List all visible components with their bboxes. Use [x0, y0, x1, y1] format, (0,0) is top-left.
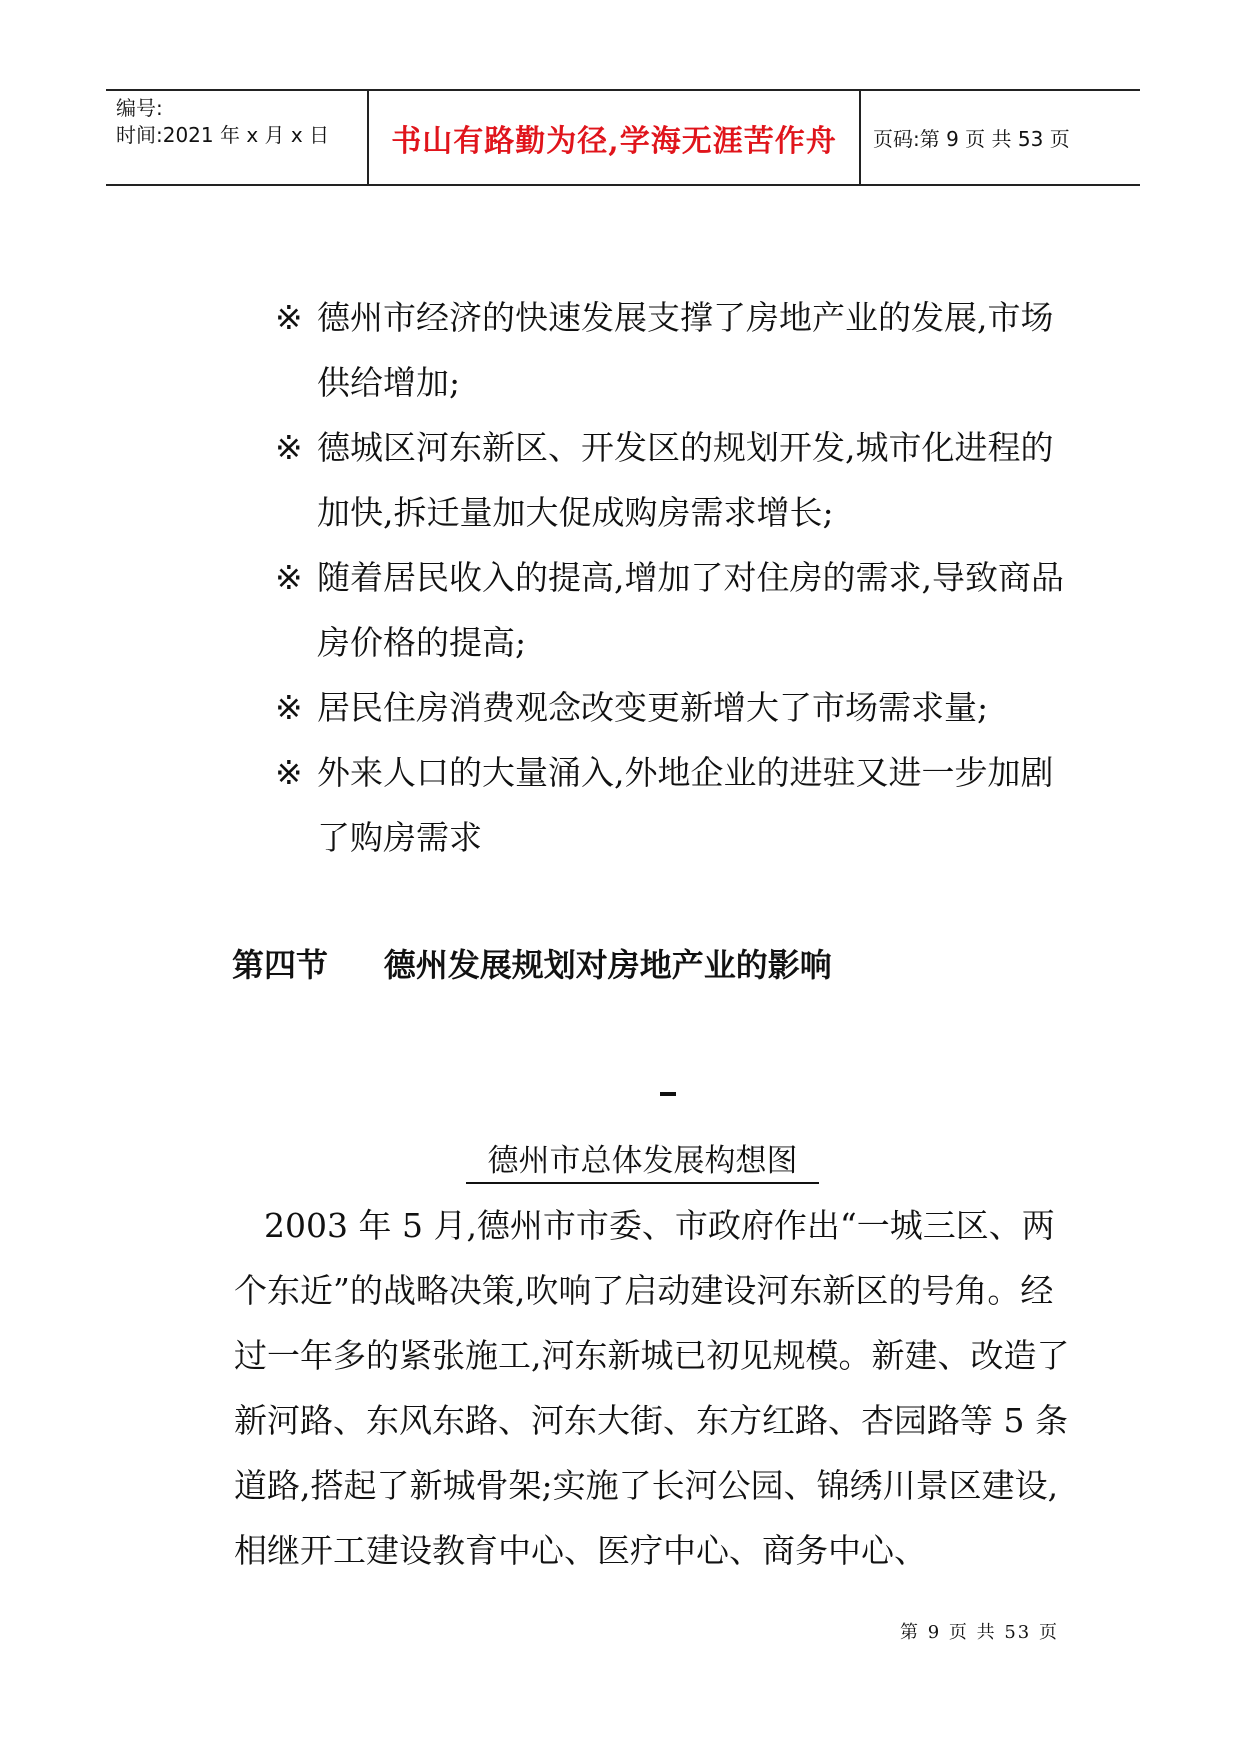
document-number-label: 编号: [116, 96, 163, 120]
bullet-text: 随着居民收入的提高,增加了对住房的需求,导致商品房价格的提高; [317, 558, 1064, 662]
bullet-text: 居民住房消费观念改变更新增大了市场需求量; [317, 688, 989, 727]
header-meta [106, 91, 369, 184]
header-page-code: 页码:第 9 页 共 53 页 [873, 127, 1070, 151]
header-motto: 书山有路勤为径,学海无涯苦作舟 [369, 91, 861, 184]
bullet-item [275, 675, 1075, 740]
reference-mark-icon: ※ [275, 688, 303, 727]
reference-mark-icon: ※ [275, 753, 303, 792]
bullet-item [275, 740, 1075, 870]
reference-mark-icon: ※ [275, 298, 303, 337]
bullet-item [275, 285, 1075, 415]
bullet-text: 德州市经济的快速发展支撑了房地产业的发展,市场供给增加; [317, 298, 1054, 402]
document-time-label: 时间:2021 年 x 月 x 日 [116, 123, 330, 147]
dash-mark [660, 1092, 676, 1096]
bullet-item [275, 415, 1075, 545]
reference-mark-icon: ※ [275, 428, 303, 467]
bullet-text: 外来人口的大量涌入,外地企业的进驻又进一步加剧了购房需求 [317, 753, 1054, 857]
page-header [106, 89, 1140, 186]
page-footer: 第 9 页 共 53 页 [900, 1622, 1059, 1643]
bullet-item [275, 545, 1075, 675]
reference-mark-icon: ※ [275, 558, 303, 597]
bullet-list [275, 285, 1075, 870]
figure-caption: 德州市总体发展构想图 [466, 1135, 819, 1184]
body-paragraph: 2003 年 5 月,德州市市委、市政府作出“一城三区、两个东近”的战略决策,吹响了启动建设河东新区的号角。经过一年多的紧张施工,河东新城已初见规模。新建、改造了新河路、东风东路、河东大街、东方红路、杏园路等 5 条道路,搭起了新城骨架;实施了长河公园、锦绣川景区建设,相继开工建设教育中心、医疗中心、商务中心、 [234, 1206, 1070, 1570]
bullet-text: 德城区河东新区、开发区的规划开发,城市化进程的加快,拆迁量加大促成购房需求增长; [317, 428, 1054, 532]
section-heading: 第四节 德州发展规划对房地产业的影响 [232, 946, 832, 984]
